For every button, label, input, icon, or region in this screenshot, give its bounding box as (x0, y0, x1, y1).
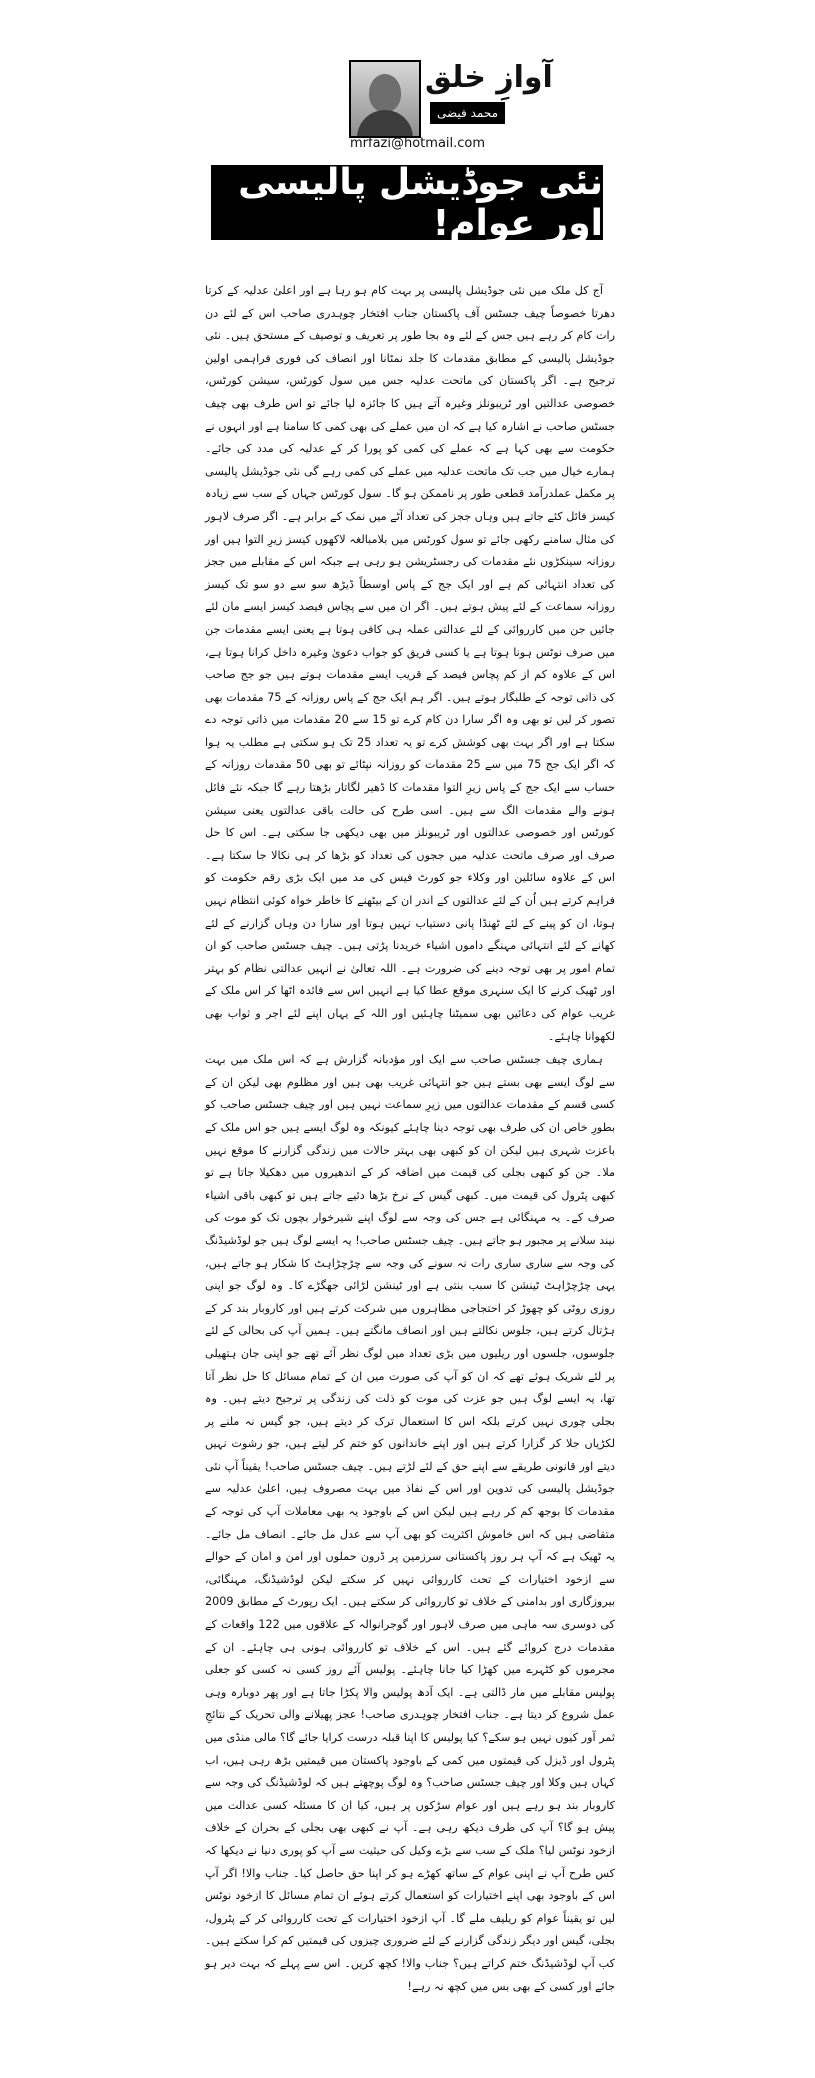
article-title: نئی جوڈیشل پالیسی اور عوام! (238, 161, 603, 244)
column-name: آوازِ خلق (425, 60, 553, 95)
author-photo-head (369, 74, 401, 112)
article-body (205, 280, 615, 1999)
article-paragraph: ہماری چیف جسٹس صاحب سے ایک اور مؤدبانہ گزارش ہے کہ اس ملک میں بہت سے لوگ ایسے بھی بستے ہیں جو انتہائی غریب بھی ہیں اور مظلوم بھی لیکن ان کے کسی قسم کے مقدمات عدالتوں میں زیرِ سماعت نہیں ہیں اور چیف جسٹس صاحب کو بطورِ خاص ان کی طرف بھی توجہ دینا چاہئے کیونکہ وہ لوگ ایسے ہیں جو اس ملک کے باعزت شہری ہیں لیکن ان کو کبھی بھی بہتر حالات میں زندگی گزارنے کا موقع نہیں ملا۔ جن کو کبھی بجلی کی قیمت میں اضافہ کر کے اندھیروں میں دھکیلا جاتا ہے تو کبھی پٹرول کی قیمت میں۔ کبھی گیس کے نرخ بڑھا دئیے جاتے ہیں تو کبھی باقی اشیاء صرف کے۔ یہ مہنگائی ہے جس کی وجہ سے لوگ اپنے شیرخوار بچوں تک کو موت کی نیند سلانے پر مجبور ہو جاتے ہیں۔ چیف جسٹس صاحب! یہ ایسے لوگ ہیں جو لوڈشیڈنگ کی وجہ سے ساری ساری رات نہ سونے کی وجہ سے چڑچڑاہٹ کا شکار ہو جاتے ہیں، یہی چڑچڑاہٹ ٹینشن کا سبب بنتی ہے اور ٹینشن لڑائی جھگڑے کا۔ وہ لوگ جو اپنی روزی روٹی کو چھوڑ کر احتجاجی مظاہروں میں شرکت کرتے ہیں اور کاروبار بند کر کے ہڑتال کرتے ہیں، جلوس نکالتے ہیں اور انصاف مانگتے ہیں۔ ہمیں آپ کی بحالی کے لئے جلوسوں، جلسوں اور ریلیوں میں بڑی تعداد میں لوگ نظر آئے تھے جو اپنی جان ہتھیلی پر لئے شریک ہوئے تھے کہ ان کو آپ کی صورت میں ان کے تمام مسائل کا حل نظر آتا تھا، یہ ایسے لوگ ہیں جو عزت کی موت کو ذلت کی زندگی پر ترجیح دیتے ہیں۔ وہ بجلی چوری نہیں کرتے بلکہ اس کا استعمال ترک کر دیتے ہیں، جو گیس نہ ملنے پر لکڑیاں جلا کر گزارا کرتے ہیں اور اپنے خاندانوں کو ختم کر لیتے ہیں، جو رشوت نہیں دیتے اور قانونی طریقے سے اپنے حق کے لئے لڑتے ہیں۔ چیف جسٹس صاحب! یقیناً آپ نئی جوڈیشل پالیسی کی تدوین اور اس کے نفاذ میں بہت مصروف ہیں، اعلیٰ عدلیہ سے مقدمات کا بوجھ کم کر رہے ہیں لیکن اس کے باوجود یہ بھی معاملات آپ کی توجہ کے متقاضی ہیں کہ اس خاموش اکثریت کو بھی آپ سے عدل مل جائے۔ انصاف مل جائے۔ یہ ٹھیک ہے کہ آپ ہر روز پاکستانی سرزمین پر ڈرون حملوں اور امن و امان کے حوالے سے ازخود اختیارات کے تحت کارروائی نہیں کر سکتے لیکن لوڈشیڈنگ، مہنگائی، بیروزگاری اور بدامنی کے خلاف تو کارروائی کر سکتے ہیں۔ ایک رپورٹ کے مطابق 2009 کی دوسری سہ ماہی میں صرف لاہور اور گوجرانوالہ کے علاقوں میں 122 واقعات کے مقدمات درج کروائے گئے ہیں۔ اس کے خلاف تو کارروائی ہونی ہی چاہئے۔ ان کے مجرموں کو کٹہرے میں کھڑا کیا جانا چاہئے۔ پولیس آئے روز کسی نہ کسی کو جعلی پولیس مقابلے میں مار ڈالتی ہے۔ ایک آدھ پولیس والا پکڑا جاتا ہے اور پھر دوبارہ وہی عمل شروع کر دیتا ہے۔ جناب افتخار چوہدری صاحب! عجز پھیلانے والی تحریک کے نتائجِ ثمر آور کیوں نہیں ہو سکے؟ کیا پولیس کا اپنا قبلہ درست کرایا جائے گا؟ مالی منڈی میں پٹرول اور ڈیزل کی قیمتوں میں کمی کے باوجود پاکستان میں قیمتیں بڑھ رہی ہیں، اب کہاں ہیں وکلا اور چیف جسٹس صاحب؟ وہ لوگ پوچھتے ہیں کہ لوڈشیڈنگ کی وجہ سے کاروبار بند ہو رہے ہیں اور عوام سڑکوں پر ہیں، کیا ان کا مسئلہ کسی عدالت میں پیش ہو گا؟ آپ کی طرف دیکھ رہی ہے۔ آپ نے کبھی بھی بجلی کے بحران کے خلاف ازخود نوٹس لیا؟ ملک کے سب سے بڑے وکیل کی حیثیت سے آپ کو پوری دنیا نے دیکھا کہ کس طرح آپ نے اپنی عوام کے ساتھ کھڑے ہو کر اپنا حق حاصل کیا۔ جناب والا! اگر آپ اس کے باوجود بھی اپنے اختیارات کو استعمال کرتے ہوئے ان تمام مسائل کا ازخود نوٹس لیں تو یقیناً عوام کو ریلیف ملے گا۔ آپ ازخود اختیارات کے تحت کارروائی کر کے پٹرول، بجلی، گیس اور دیگر زندگی گزارنے کے لئے ضروری چیزوں کی قیمتیں کم کرا سکتے ہیں۔ کب آپ لوڈشیڈنگ ختم کراتے ہیں؟ جناب والا! کچھ کریں۔ اس سے پہلے کہ بہت دیر ہو جائے اور کسی کے بھی بس میں کچھ نہ رہے! (205, 1053, 615, 1993)
author-photo-body (357, 110, 413, 138)
author-email: mrfazi@hotmail.com (350, 136, 486, 151)
column-header (0, 0, 815, 150)
author-name: محمد فیضی (430, 102, 505, 124)
article-paragraph: آج کل ملک میں نئی جوڈیشل پالیسی پر بہت کام ہو رہا ہے اور اعلیٰ عدلیہ کے کرتا دھرتا خصوصاً چیف جسٹس آف پاکستان جناب افتخار چوہدری صاحب اس کے لئے دن رات کام کر رہے ہیں جس کے لئے وہ بجا طور پر تعریف و توصیف کے مستحق ہیں۔ نئی جوڈیشل پالیسی کے مطابق مقدمات کا جلد نمٹانا اور انصاف کی فوری فراہمی اولین ترجیح ہے۔ اگر پاکستان کی ماتحت عدلیہ جس میں سول کورٹس، سیشن کورٹس، خصوصی عدالتیں اور ٹریبونلز وغیرہ آتے ہیں کا جائزہ لیا جائے تو اس طرف بھی چیف جسٹس صاحب نے اشارہ کیا ہے کہ ان میں عملے کی بھی کمی کا سامنا ہے اور انہوں نے حکومت سے بھی کہا ہے کہ عملے کی کمی کو پورا کر کے عدلیہ کی مدد کی جائے۔ ہمارے خیال میں جب تک ماتحت عدلیہ میں عملے کی کمی رہے گی نئی جوڈیشل پالیسی پر مکمل عملدرآمد قطعی طور پر ناممکن ہو گا۔ سول کورٹس جہاں کے سب سے زیادہ کیسز فائل کئے جاتے ہیں وہاں ججز کی تعداد آٹے میں نمک کے برابر ہے۔ اگر صرف لاہور کی مثال سامنے رکھی جائے تو سول کورٹس میں بلامبالغہ لاکھوں کیسز زیرِ التوا ہیں اور روزانہ سینکڑوں نئے مقدمات کی رجسٹریشن ہو رہی ہے جبکہ اس کے مقابلے میں ججز کی تعداد انتہائی کم ہے اور ایک جج کے پاس اوسطاً ڈیڑھ سو سے دو سو تک کیسز روزانہ سماعت کے لئے پیش ہوتے ہیں۔ اگر ان میں سے پچاس فیصد کیسز ایسے مان لئے جائیں جن میں کارروائی کے لئے عدالتی عملہ ہی کافی ہوتا ہے یعنی ایسے مقدمات جن میں صرف نوٹس ہونا ہوتا ہے یا کسی فریق کو جواب دعویٰ وغیرہ داخل کرانا ہوتا ہے، اس کے علاوہ کم از کم پچاس فیصد کے قریب ایسے مقدمات ہوتے ہیں جو جج صاحب کی ذاتی توجہ کے طلبگار ہوتے ہیں۔ اگر ہم ایک جج کے پاس روزانہ کے 75 مقدمات بھی تصور کر لیں تو بھی وہ اگر سارا دن کام کرے تو 15 سے 20 مقدمات میں ذاتی توجہ دے سکتا ہے اور اگر بہت بھی کوشش کرے تو یہ تعداد 25 تک ہو سکتی ہے مطلب یہ ہوا کہ اگر ایک جج 75 میں سے 25 مقدمات کو روزانہ نپٹائے تو بھی 50 مقدمات روزانہ کے حساب سے ایک جج کے پاس زیرِ التوا مقدمات کا ڈھیر لگاتار بڑھتا رہے گا جبکہ نئے فائل ہونے والے مقدمات الگ سے ہیں۔ اسی طرح کی حالت باقی عدالتوں یعنی سیشن کورٹس اور خصوصی عدالتوں اور ٹریبونلز میں بھی دیکھی جا سکتی ہے۔ اس کا حل صرف اور صرف ماتحت عدلیہ میں ججوں کی تعداد کو بڑھا کر ہی نکالا جا سکتا ہے۔ اس کے علاوہ سائلین اور وکلاء جو کورٹ فیس کی مد میں ایک بڑی رقم حکومت کو فراہم کرتے ہیں اُن کے لئے عدالتوں کے اندر ان کے بیٹھنے کا خاطر خواہ کوئی انتظام نہیں ہوتا، ان کو پینے کے لئے ٹھنڈا پانی دستیاب نہیں ہوتا اور سارا دن وہاں گزارنے کے لئے کھانے کے لئے انتہائی مہنگے داموں اشیاء خریدنا پڑتی ہیں۔ چیف جسٹس صاحب کو ان تمام امور پر بھی توجہ دینے کی ضرورت ہے۔ اللہ تعالیٰ نے انہیں عدالتی نظام کو بہتر اور ٹھیک کرنے کا ایک سنہری موقع عطا کیا ہے انہیں اس سے فائدہ اٹھا کر اس ملک کے غریب عوام کی دعائیں بھی سمیٹنا چاہئیں اور اللہ کے یہاں اپنے لئے اجر و ثواب بھی لکھوانا چاہئے۔ (205, 284, 616, 1043)
article-title-box (211, 161, 603, 244)
author-photo (349, 60, 421, 138)
